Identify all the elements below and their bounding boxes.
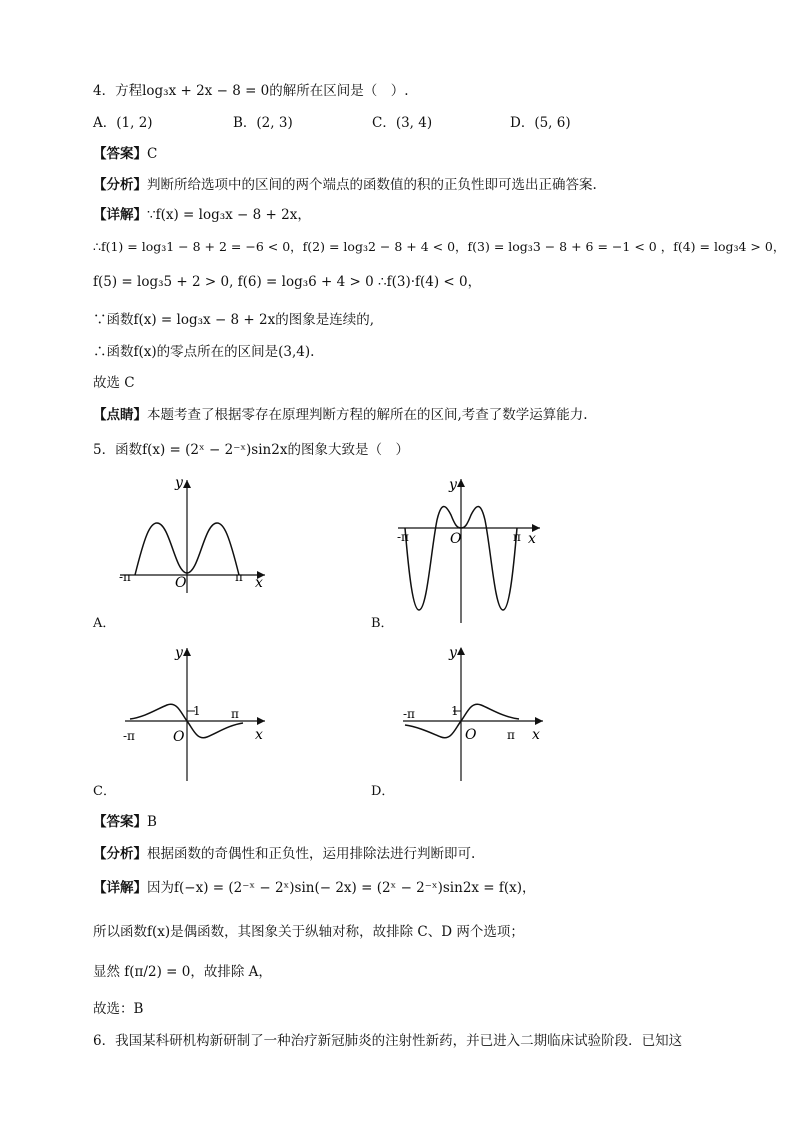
graph-c-x-label: x [255,727,263,743]
q4-detail-line-1 [93,205,311,225]
q4-answer: C [147,146,158,162]
graph-b-label: B． [371,616,394,631]
graph-c-y-label: y [175,645,183,661]
graph-a-neg-pi: -π [119,570,131,584]
q4-option-a: A．(1, 2) [93,115,153,131]
q4-detail-3: f(5) = log₃5 + 2 > 0, f(6) = log₃6 + 4 > 0 ∴f(3)·f(4) < 0， [93,274,482,290]
graph-a-y-label: y [175,475,183,491]
q4-answer-line [93,144,157,164]
graph-c [115,643,275,783]
graph-c-pi: π [231,707,239,721]
graph-b [395,475,555,625]
q5-analysis: 根据函数的奇偶性和正负性，运用排除法进行判断即可. [147,846,476,862]
q4-option-c: C．(3, 4) [372,115,433,131]
graph-b-pi: π [513,530,521,544]
detail-tag: 【详解】 [93,880,147,896]
q4-comment-line [93,405,588,425]
q5-detail-3: 显然 f(π/2) = 0，故排除 A， [93,964,272,980]
graph-c-one: 1 [193,704,201,718]
detail-tag: 【详解】 [93,207,147,223]
q4-option-b: B．(2, 3) [233,115,293,131]
q5-answer-line [93,812,157,832]
q4-stem: 4．方程log₃x + 2x − 8 = 0的解所在区间是（ ）. [93,83,409,99]
q4-detail-1: ∵f(x) = log₃x − 8 + 2x， [147,207,311,223]
graph-a [115,475,275,595]
graph-a-label: A． [93,616,116,631]
comment-tag: 【点睛】 [93,407,147,423]
q4-analysis-line [93,175,597,195]
graph-d-label: D． [371,784,395,799]
q4-conclusion: 故选 C [93,375,135,391]
q5-detail-line-1 [93,878,536,898]
graph-d-neg-pi: -π [403,707,415,721]
graph-c-neg-pi: -π [123,729,135,743]
q5-detail-1: 因为f(−x) = (2⁻ˣ − 2ˣ)sin(− 2x) = (2ˣ − 2⁻ˣ)sin2x = f(x)， [147,880,536,896]
graph-d-one: 1 [451,704,459,718]
q4-option-d: D．(5, 6) [510,115,571,131]
q4-detail-5: ∴函数f(x)的零点所在的区间是(3,4). [93,344,315,360]
graph-b-x-label: x [528,531,536,547]
graph-c-label: C． [93,784,116,799]
graph-b-neg-pi: -π [397,530,409,544]
graph-d-y-label: y [449,645,457,661]
graph-a-pi: π [235,570,243,584]
answer-tag: 【答案】 [93,814,147,830]
q5-analysis-line [93,844,475,864]
q4-comment: 本题考查了根据零存在原理判断方程的解所在的区间,考查了数学运算能力. [147,407,588,423]
q4-analysis: 判断所给选项中的区间的两个端点的函数值的积的正负性即可选出正确答案. [147,177,597,193]
q5-detail-2: 所以函数f(x)是偶函数，其图象关于纵轴对称，故排除 C、D 两个选项； [93,924,524,940]
q6-stem: 6．我国某科研机构新研制了一种治疗新冠肺炎的注射性新药，并已进入二期临床试验阶段．已知这 [93,1033,683,1049]
analysis-tag: 【分析】 [93,846,147,862]
analysis-tag: 【分析】 [93,177,147,193]
graph-c-origin: O [173,729,185,745]
graph-d-x-label: x [532,727,540,743]
graph-a-origin: O [175,575,187,591]
graph-d [395,643,555,783]
q4-detail-2: ∴f(1) = log₃1 − 8 + 2 = −6 < 0，f(2) = log₃2 − 8 + 4 < 0，f(3) = log₃3 − 8 + 6 = −1 < 0 ，f(4) = log₃4 > 0， [93,239,786,254]
graph-d-origin: O [465,727,477,743]
answer-tag: 【答案】 [93,146,147,162]
q5-answer: B [147,814,157,830]
q4-detail-4: ∵函数f(x) = log₃x − 8 + 2x的图象是连续的, [93,312,375,328]
q5-stem: 5．函数f(x) = (2ˣ − 2⁻ˣ)sin2x的图象大致是（ ） [93,442,409,458]
graph-a-x-label: x [255,575,263,591]
q5-conclusion: 故选：B [93,1001,144,1017]
graph-b-y-label: y [449,477,457,493]
graph-d-pi: π [507,728,515,742]
graph-b-origin: O [450,531,462,547]
